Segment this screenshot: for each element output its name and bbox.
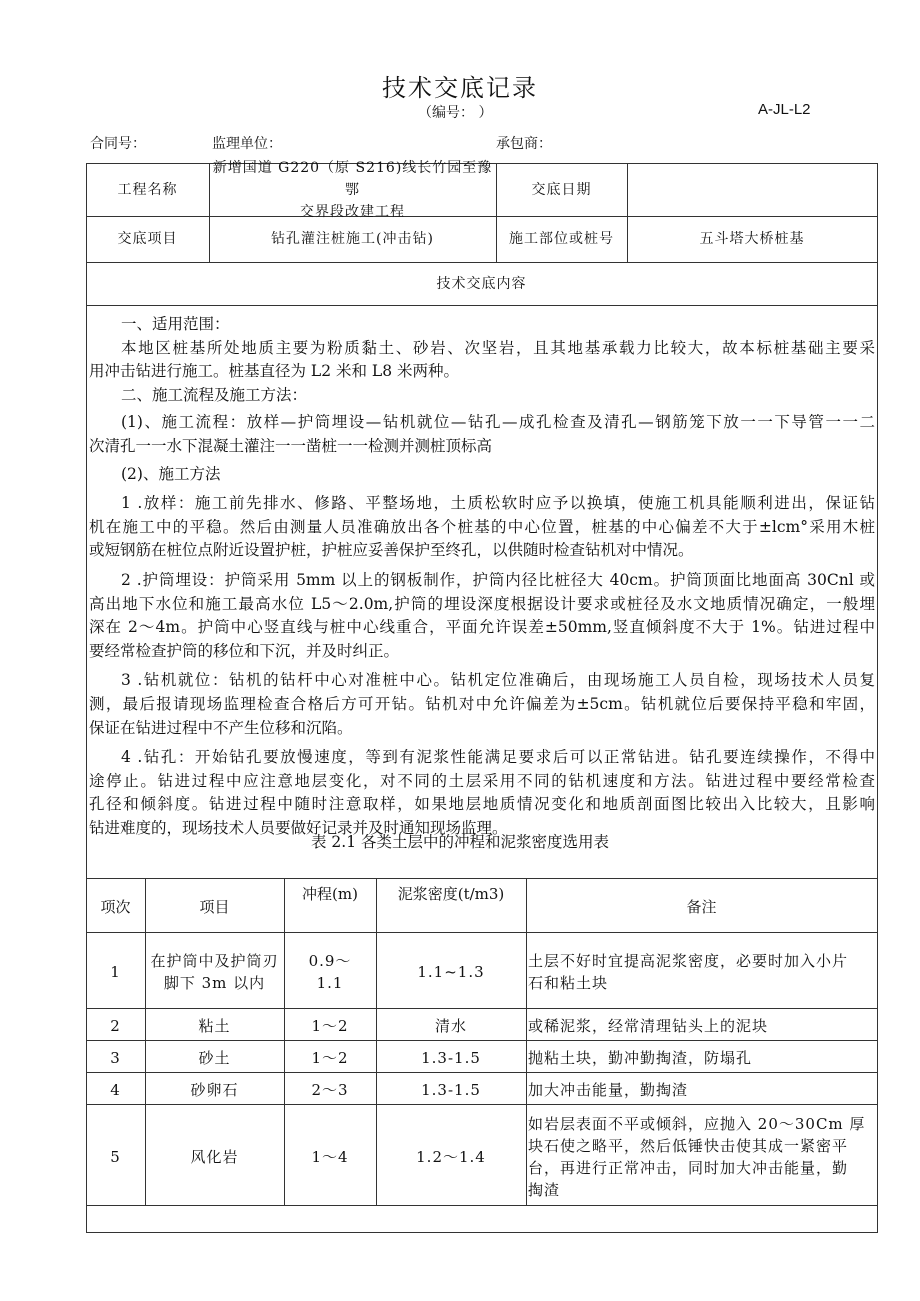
document-number: （编号： ） xyxy=(418,105,493,121)
content-line: 4 .钻孔：开始钻孔要放慢速度，等到有泥浆性能满足要求后可以正常钻进。钻孔要连续操作，不得中 xyxy=(121,748,875,767)
row-stroke-cell xyxy=(284,1010,376,1042)
content-line: 2 .护筒埋设：护筒采用 5mm 以上的钢板制作，护筒内径比桩径大 40cm。护筒顶面比地面高 30Cnl 或 xyxy=(121,570,875,589)
row-stroke-cell xyxy=(284,934,376,1010)
disclosure-content xyxy=(89,313,875,840)
row-no: 3 xyxy=(110,1049,121,1067)
row-remark-cell xyxy=(528,1042,875,1074)
row-stroke-line: 1～2 xyxy=(311,1049,349,1067)
row-divider xyxy=(86,932,877,933)
row-no-cell xyxy=(86,1010,145,1042)
row-stroke-line: 1～4 xyxy=(311,1147,349,1166)
content-line: 钻进难度的，现场技术人员要做好记录并及时通知现场监理。 xyxy=(89,818,508,837)
content-line: 或短钢筋在桩位点附近设置护桩，护桩应妥善保护至终孔，以供随时检查钻机对中情况。 xyxy=(89,541,694,560)
row-stroke-cell xyxy=(284,1074,376,1106)
project-name-label: 工程名称 xyxy=(117,181,178,198)
row-remark-line: 石和粘土块 xyxy=(528,974,609,992)
location-label: 施工部位或桩号 xyxy=(509,231,614,247)
item-value: 钻孔灌注桩施工(冲击钻) xyxy=(271,231,434,247)
row-remark-line: 台，再进行正常冲击，同时加大冲击能量，勤 xyxy=(528,1158,849,1177)
row-remark-line: 抛粘土块，勤冲勤掏渣，防塌孔 xyxy=(528,1049,753,1067)
row-no: 2 xyxy=(110,1017,121,1035)
content-line: 一、适用范围： xyxy=(121,315,230,333)
document-title: 技术交底记录 xyxy=(382,74,538,102)
content-line: 测，最后报请现场监理检查合格后方可开钻。钻机对中允许偏差为±5cm。钻机就位后要保持平稳和牢固， xyxy=(89,694,875,713)
row-no-cell xyxy=(86,1042,145,1074)
row-divider xyxy=(86,305,877,306)
content-line: 次清孔一一水下混凝土灌注一一凿桩一一检测并测桩顶标高 xyxy=(89,436,493,455)
row-item-cell xyxy=(145,934,284,1010)
row-no-cell xyxy=(86,1106,145,1207)
date-value xyxy=(627,163,877,216)
location-value: 五斗塔大桥桩基 xyxy=(699,231,805,247)
row-stroke-line: 1～2 xyxy=(311,1017,349,1035)
item-label: 交底项目 xyxy=(117,231,178,247)
row-item-cell xyxy=(145,1106,284,1207)
header-item: 项目 xyxy=(199,898,230,916)
row-density: 1.1~1.3 xyxy=(417,963,485,981)
row-stroke-line: 2～3 xyxy=(311,1081,349,1099)
row-remark-cell xyxy=(528,934,875,1010)
row-remark-line: 掏渣 xyxy=(528,1180,561,1199)
contract-label: 合同号： xyxy=(90,136,146,152)
row-remark-cell xyxy=(528,1010,875,1042)
content-line: 机在施工中的平稳。然后由测量人员准确放出各个桩基的中心位置，桩基的中心偏差不大于±lcm°采用木桩 xyxy=(89,517,875,536)
content-line: (2)、施工方法 xyxy=(121,464,221,483)
content-line: 高出地下水位和施工最高水位 L5～2.0m,护筒的埋设深度根据设计要求或桩径及水文地质情况确定，一般埋 xyxy=(89,594,875,613)
content-line: 二、施工流程及施工方法： xyxy=(121,385,308,404)
date-label: 交底日期 xyxy=(531,181,592,198)
row-remark-line: 或稀泥浆，经常清理钻头上的泥块 xyxy=(528,1017,769,1035)
row-density-cell xyxy=(376,1042,526,1074)
content-line: 途停止。钻进过程中应注意地层变化，对不同的土层采用不同的钻机速度和方法。钻进过程中要经常检查 xyxy=(89,771,875,790)
header-remark: 备注 xyxy=(686,898,717,916)
row-stroke-line: 1.1 xyxy=(316,974,344,992)
row-item-cell xyxy=(145,1010,284,1042)
form-code: A-JL-L2 xyxy=(758,101,811,118)
row-stroke-cell xyxy=(284,1042,376,1074)
row-no: 4 xyxy=(110,1081,121,1099)
row-item-line: 风化岩 xyxy=(190,1147,239,1166)
row-item-cell xyxy=(145,1074,284,1106)
row-density-cell xyxy=(376,1010,526,1042)
header-no: 项次 xyxy=(100,898,131,916)
row-item-line: 粘土 xyxy=(198,1017,231,1035)
table-caption: 表 2.1 各类土层中的冲程和泥浆密度选用表 xyxy=(310,833,609,851)
header-density: 泥浆密度(t/m3) xyxy=(397,885,505,903)
row-density: 1.3-1.5 xyxy=(421,1049,481,1067)
content-heading: 技术交底内容 xyxy=(436,275,527,292)
content-line: 保证在钻进过程中不产生位移和沉陷。 xyxy=(89,718,353,737)
content-line: 要经常检查护筒的移位和下沉，并及时纠正。 xyxy=(89,641,400,660)
content-line: 3 .钻机就位：钻机的钻杆中心对准桩中心。钻机定位准确后，由现场施工人员自检，现场技术人员复 xyxy=(121,671,875,690)
supervisor-label: 监理单位： xyxy=(212,136,282,152)
project-name-value xyxy=(209,159,496,220)
content-line: 深在 2～4m。护筒中心竖直线与桩中心线重合，平面允许误差±50mm,竖直倾斜度不大于 1%。钻进过程中 xyxy=(89,618,875,637)
row-item-line: 在护筒中及护筒刃 xyxy=(150,952,279,970)
header-stroke: 冲程(m) xyxy=(302,885,358,903)
content-line: 本地区桩基所处地质主要为粉质黏土、砂岩、次坚岩，且其地基承载力比较大，故本标桩基础主要采 xyxy=(121,338,875,357)
contractor-label: 承包商： xyxy=(496,136,552,152)
row-divider xyxy=(86,878,877,879)
row-remark-cell xyxy=(528,1074,875,1106)
row-no-cell xyxy=(86,934,145,1010)
content-line: (1)、施工流程：放样—护筒埋设—钻机就位—钻孔—成孔检查及清孔—钢筋笼下放一一下导管一一二 xyxy=(121,413,875,432)
col-divider xyxy=(526,878,527,1205)
content-line: 孔径和倾斜度。钻进过程中随时注意取样，如果地层地质情况变化和地质剖面图比较出入比较大，且影响 xyxy=(89,795,875,814)
row-density-cell xyxy=(376,934,526,1010)
row-no: 5 xyxy=(110,1147,121,1166)
row-remark-cell xyxy=(528,1106,875,1207)
row-density: 1.2～1.4 xyxy=(416,1147,486,1166)
row-item-line: 砂卵石 xyxy=(190,1081,239,1099)
table-border xyxy=(86,1232,878,1233)
row-density-cell xyxy=(376,1106,526,1207)
project-name-line: 交界段改建工程 xyxy=(300,203,405,220)
row-item-cell xyxy=(145,1042,284,1074)
row-remark-line: 如岩层表面不平或倾斜，应抛入 20～30Cm 厚 xyxy=(528,1114,866,1133)
row-density: 1.3-1.5 xyxy=(421,1081,481,1099)
project-name-line: 新增国道 G220（原 S216)线长竹园至豫鄂 xyxy=(212,159,493,198)
row-remark-line: 土层不好时宜提高泥浆密度，必要时加入小片 xyxy=(528,952,849,970)
row-no: 1 xyxy=(110,963,121,981)
row-item-line: 脚下 3m 以内 xyxy=(163,974,266,992)
row-density-cell xyxy=(376,1074,526,1106)
row-stroke-cell xyxy=(284,1106,376,1207)
row-item-line: 砂土 xyxy=(198,1049,231,1067)
content-line: 1 .放样：施工前先排水、修路、平整场地，土质松软时应予以换填，使施工机具能顺利进出，保证钻 xyxy=(121,494,875,513)
row-density: 清水 xyxy=(434,1017,467,1035)
row-remark-line: 加大冲击能量，勤掏渣 xyxy=(528,1081,689,1099)
row-stroke-line: 0.9～ xyxy=(308,952,352,970)
content-line: 用冲击钻进行施工。桩基直径为 L2 米和 L8 米两种。 xyxy=(89,362,460,381)
row-remark-line: 块石使之略平，然后低锤快击使其成一紧密平 xyxy=(528,1136,849,1155)
table-border xyxy=(877,163,878,1232)
row-no-cell xyxy=(86,1074,145,1106)
